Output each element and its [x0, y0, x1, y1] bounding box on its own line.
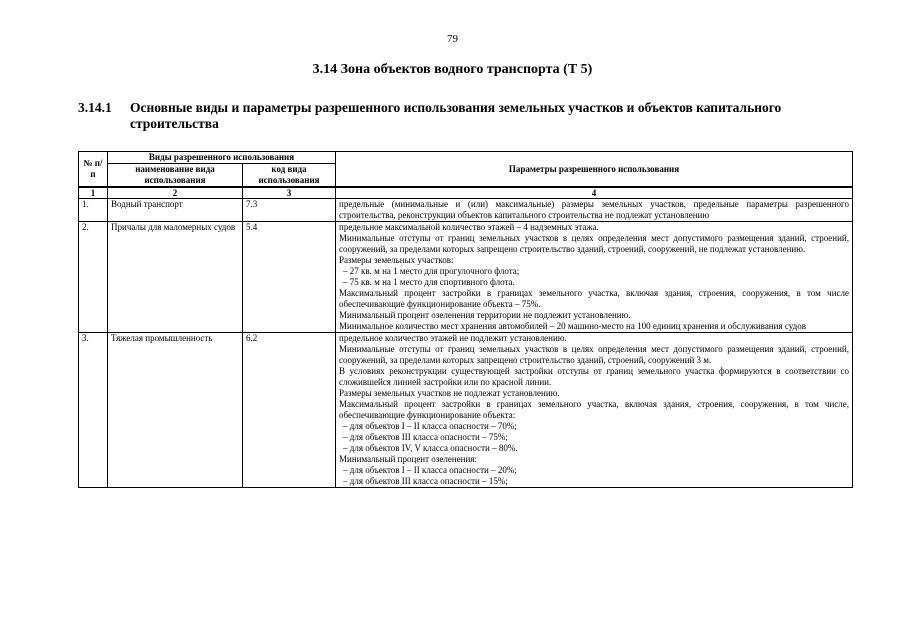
param-bullet: – для объектов III класса опасности – 75%;: [343, 432, 508, 442]
header-params: Параметры разрешенного использования: [336, 152, 853, 188]
use-name: Водный транспорт: [108, 199, 243, 222]
param-line: Минимальный процент озеленения:: [339, 454, 477, 464]
page-number: 79: [447, 33, 458, 45]
header-code: код вида использования: [243, 164, 336, 188]
subsection-number: 3.14.1: [78, 100, 112, 115]
param-bullet: – для объектов IV, V класса опасности – 80%.: [343, 443, 518, 453]
table-row: [79, 199, 853, 222]
param-bullet: – 75 кв. м на 1 место для спортивного флота.: [343, 277, 515, 287]
use-code: 5.4: [243, 222, 336, 333]
param-line: Минимальные отступы от границ земельных участков в целях определения мест допустимого размещения зданий, строений, сооружений, за пределами которых запрещено строительство зданий, строений, сооружений, не подлежат установлению.: [339, 233, 849, 254]
section-title: 3.14 Зона объектов водного транспорта (Т 5): [312, 62, 593, 77]
param-line: предельное количество этажей не подлежит установлению.: [339, 333, 567, 343]
param-line: Минимальный процент озеленения территории не подлежит установлению.: [339, 310, 631, 320]
use-name: Тяжелая промышленность: [108, 333, 243, 488]
subsection-title: Основные виды и параметры разрешенного использования земельных участков и объектов капитального строительства: [130, 100, 782, 131]
row-number: 1.: [79, 199, 108, 222]
column-number: 4: [336, 187, 853, 199]
param-bullet: – для объектов III класса опасности – 15%;: [343, 476, 508, 486]
column-number: 2: [108, 187, 243, 199]
parameters-table: [78, 151, 853, 488]
use-code: 7.3: [243, 199, 336, 222]
param-bullet: – для объектов I – II класса опасности – 70%;: [343, 421, 517, 431]
column-number: 3: [243, 187, 336, 199]
params-cell: [336, 222, 853, 333]
param-line: Максимальный процент застройки в границах земельного участка, включая здания, строения, сооружения, в том числе обеспечивающие функционирование объекта – 75%.: [339, 288, 849, 309]
params-cell: [336, 199, 853, 222]
param-line: предельное максимальной количество этажей – 4 надземных этажа.: [339, 222, 599, 232]
param-line: В условиях реконструкции существующей застройки отступы от границ земельного участка формируются в соответствии со сложившейся линией застройки или по красной линии.: [339, 366, 849, 387]
table-row: [79, 222, 853, 333]
param-bullet: – для объектов I – II класса опасности – 20%;: [343, 465, 517, 475]
param-line: Минимальное количество мест хранения автомобилей – 20 машино-место на 100 единиц хранения и обслуживания судов: [339, 321, 806, 331]
header-name: наименование вида использования: [108, 164, 243, 188]
use-code: 6.2: [243, 333, 336, 488]
row-number: 2.: [79, 222, 108, 333]
column-number: 1: [79, 187, 108, 199]
param-line: Максимальный процент застройки в границах земельного участка, включая здания, строения, сооружения, в том числе, обеспечивающие функционирование объекта:: [339, 399, 849, 420]
use-name: Причалы для маломерных судов: [108, 222, 243, 333]
param-line: предельные (минимальные и (или) максимальные) размеры земельных участков, предельные параметры разрешенного строительства, реконструкции объектов капитального строительства не подлежат установлению: [339, 199, 849, 220]
params-cell: [336, 333, 853, 488]
row-number: 3.: [79, 333, 108, 488]
param-line: Минимальные отступы от границ земельных участков в целях определения мест допустимого размещения зданий, строений, сооружений, за пределами которых запрещено строительство зданий, строений, сооружений 3 м.: [339, 344, 849, 365]
header-group: Виды разрешенного использования: [108, 152, 336, 164]
param-line: Размеры земельных участков:: [339, 255, 454, 265]
param-bullet: – 27 кв. м на 1 место для прогулочного флота;: [343, 266, 520, 276]
table-row: [79, 333, 853, 488]
param-line: Размеры земельных участков не подлежат установлению.: [339, 388, 560, 398]
header-num: № п/п: [79, 152, 108, 188]
subsection-heading: [78, 100, 868, 132]
table-body: [79, 199, 853, 488]
